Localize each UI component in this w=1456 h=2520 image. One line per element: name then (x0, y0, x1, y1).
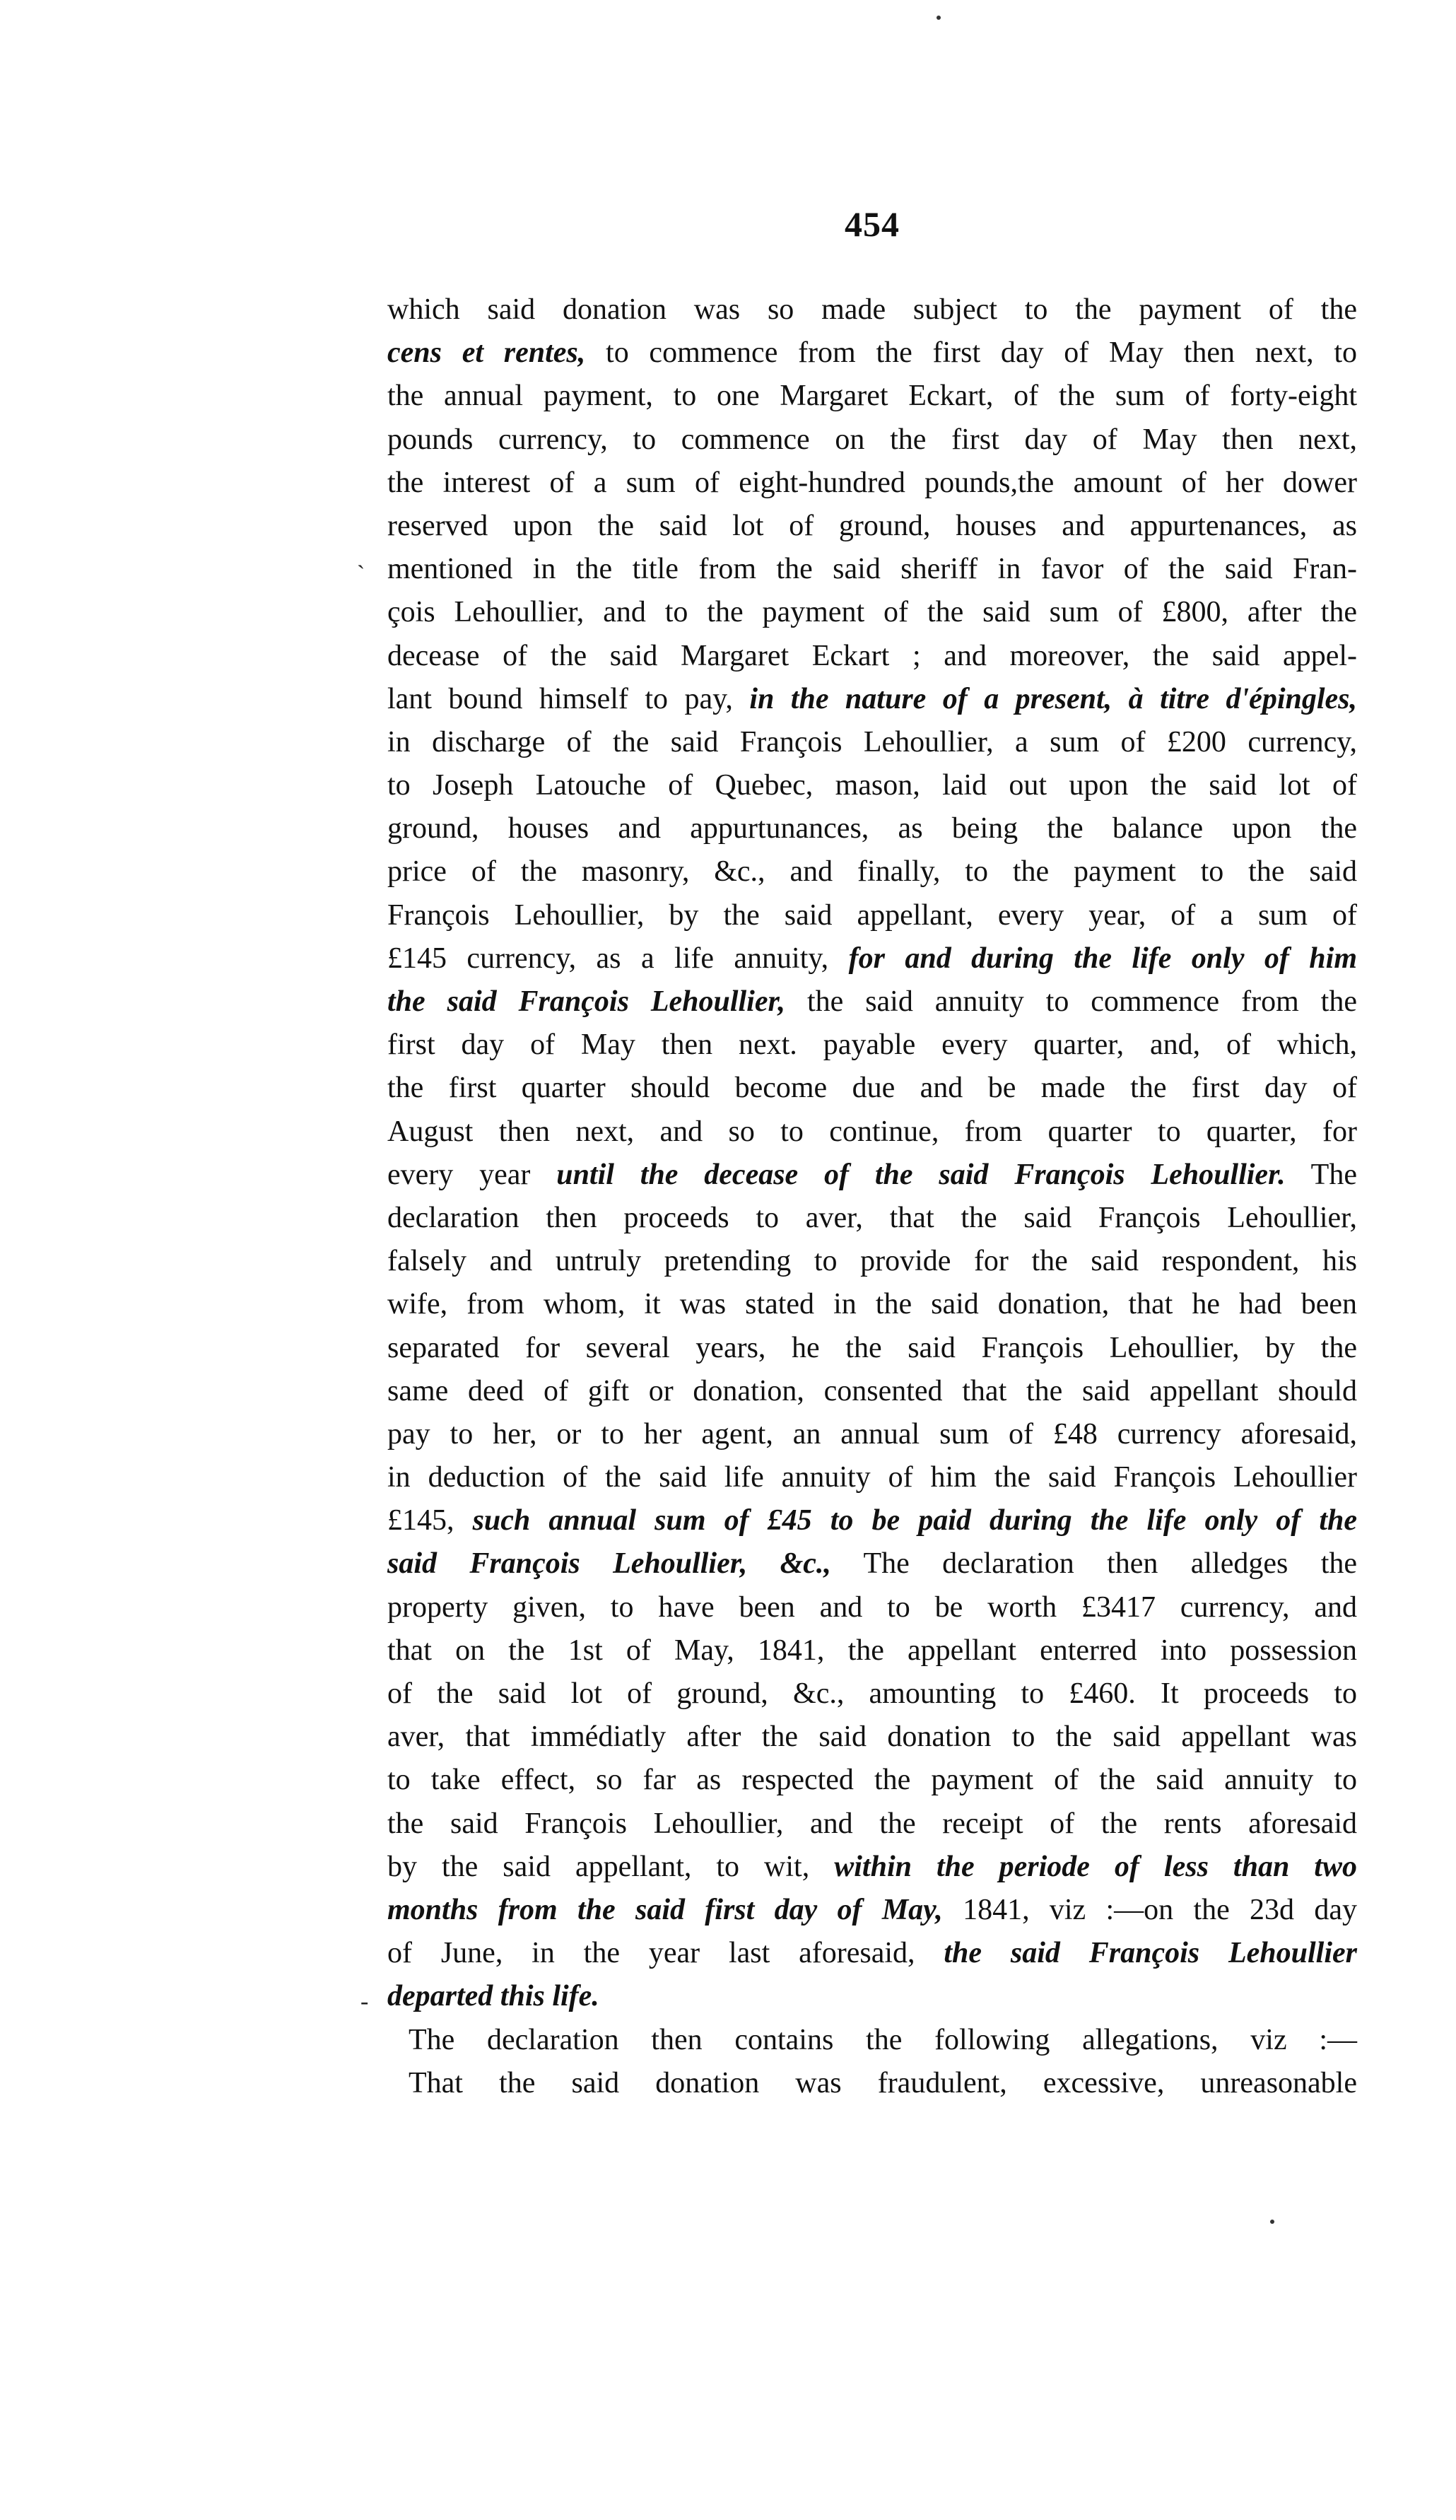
italic-phrase: months from the said first day of May, (387, 1893, 943, 1926)
text-segment: the annual payment, to one Margaret Eckart, of the sum of forty-eight (387, 380, 1357, 413)
italic-phrase: such annual sum of £45 to be paid during the life only of the (472, 1504, 1357, 1537)
text-line (387, 1542, 1357, 1586)
text-line (387, 332, 1357, 375)
text-segment: The (1285, 1158, 1357, 1191)
text-line (387, 548, 1357, 591)
top-speck (937, 16, 941, 20)
text-segment: the first quarter should become due and be made the first day of (387, 1072, 1357, 1105)
text-segment: first day of May then next. payable every quarter, and, of which, (387, 1028, 1357, 1062)
text-segment: to take effect, so far as respected the payment of the said annuity to (387, 1764, 1357, 1797)
text-segment: £145 currency, as a life annuity, (387, 942, 849, 975)
text-segment: that on the 1st of May, 1841, the appellant enterred into possession (387, 1634, 1357, 1667)
text-segment: lant bound himself to pay, (387, 682, 750, 715)
text-segment: to commence from the first day of May then next, to (585, 336, 1357, 370)
text-segment: which said donation was so made subject to the payment of the (387, 293, 1357, 326)
text-segment: property given, to have been and to be worth £3417 currency, and (387, 1590, 1357, 1624)
text-line (387, 1759, 1357, 1802)
page-number: 454 (845, 204, 900, 244)
text-segment: pay to her, or to her agent, an annual sum of £48 currency aforesaid, (387, 1417, 1357, 1451)
text-segment: falsely and untruly pretending to provide for the said respondent, his (387, 1245, 1357, 1278)
text-segment: separated for several years, he the said François Lehoullier, by the (387, 1331, 1357, 1364)
text-line (387, 1240, 1357, 1283)
text-segment: 1841, viz :—on the 23d day (942, 1893, 1358, 1926)
text-line (387, 2019, 1357, 2062)
text-line (387, 1413, 1357, 1456)
italic-phrase: within the periode of less than two (834, 1850, 1357, 1883)
italic-phrase: in the nature of a present, à titre d'épingles, (749, 682, 1358, 715)
text-segment: of the said lot of ground, &c., amounting to £460. It proceeds to (387, 1677, 1357, 1710)
text-segment: in discharge of the said François Lehoullier, a sum of £200 currency, (387, 725, 1357, 758)
text-segment: £145, (387, 1504, 473, 1537)
text-segment: aver, that immédiatly after the said donation to the said appellant was (387, 1721, 1357, 1754)
text-line (387, 1067, 1357, 1110)
text-line (387, 721, 1357, 764)
text-line (387, 764, 1357, 807)
italic-phrase: said François Lehoullier, &c., (387, 1547, 831, 1581)
text-line (387, 1024, 1357, 1067)
text-line (387, 807, 1357, 850)
text-segment: by the said appellant, to wit, (387, 1850, 835, 1883)
text-line (387, 1975, 1357, 2018)
text-line (387, 1586, 1357, 1629)
text-line (387, 980, 1357, 1024)
text-line (387, 591, 1357, 634)
text-segment: same deed of gift or donation, consented that the said appellant should (387, 1374, 1357, 1407)
italic-phrase: the said François Lehoullier (944, 1937, 1357, 1970)
text-line (387, 1932, 1357, 1975)
text-line (387, 462, 1357, 505)
text-segment: pounds currency, to commence on the first day of May then next, (387, 423, 1357, 456)
text-line (387, 894, 1357, 937)
italic-phrase: departed this life. (387, 1980, 599, 2013)
text-segment: every year (387, 1158, 557, 1191)
text-segment: decease of the said Margaret Eckart ; and moreover, the said appel- (387, 639, 1357, 672)
text-line (387, 1370, 1357, 1413)
text-line (387, 635, 1357, 678)
text-line (387, 850, 1357, 893)
text-line (387, 375, 1357, 418)
text-segment: August then next, and so to continue, from quarter to quarter, for (387, 1115, 1357, 1148)
text-line (387, 1110, 1357, 1154)
text-line (387, 1672, 1357, 1716)
text-segment: to Joseph Latouche of Quebec, mason, laid out upon the said lot of (387, 769, 1357, 802)
text-line (387, 2062, 1357, 2105)
text-segment: of June, in the year last aforesaid, (387, 1937, 944, 1970)
text-line (387, 1499, 1357, 1542)
text-segment: the interest of a sum of eight-hundred pounds,the amount of her dower (387, 466, 1357, 499)
italic-phrase: for and during the life only of him (848, 942, 1358, 975)
margin-mark: ` (357, 561, 365, 587)
text-line (387, 1327, 1357, 1370)
text-line (387, 288, 1357, 332)
text-line (387, 1716, 1357, 1759)
text-segment: çois Lehoullier, and to the payment of the said sum of £800, after the (387, 596, 1357, 629)
text-segment: the said François Lehoullier, and the receipt of the rents aforesaid (387, 1807, 1357, 1840)
text-line (387, 937, 1357, 980)
text-line (387, 1154, 1357, 1197)
text-line (387, 1197, 1357, 1240)
text-segment: mentioned in the title from the said sheriff in favor of the said Fran- (387, 553, 1357, 586)
text-segment: wife, from whom, it was stated in the said donation, that he had been (387, 1288, 1357, 1321)
text-line (387, 418, 1357, 462)
text-line (387, 1456, 1357, 1499)
margin-mark: - (360, 1988, 369, 2015)
text-segment: reserved upon the said lot of ground, houses and appurtenances, as (387, 509, 1357, 542)
text-segment: The declaration then contains the following allegations, viz :— (409, 2023, 1357, 2056)
italic-phrase: the said François Lehoullier, (387, 985, 786, 1018)
text-line (387, 1283, 1357, 1326)
text-segment: declaration then proceeds to aver, that the said François Lehoullier, (387, 1201, 1357, 1234)
text-line (387, 1846, 1357, 1889)
text-segment: price of the masonry, &c., and finally, to the payment to the said (387, 855, 1357, 889)
text-segment: the said annuity to commence from the (785, 985, 1357, 1018)
text-segment: François Lehoullier, by the said appellant, every year, of a sum of (387, 898, 1357, 932)
body-text (387, 288, 1357, 2105)
text-segment: That the said donation was fraudulent, excessive, unreasonable (409, 2066, 1357, 2099)
text-segment: The declaration then alledges the (830, 1547, 1358, 1581)
italic-phrase: cens et rentes, (387, 336, 586, 370)
text-line (387, 505, 1357, 548)
italic-phrase: until the decease of the said François Lehoullier. (556, 1158, 1286, 1191)
bottom-speck (1270, 2220, 1274, 2224)
text-line (387, 678, 1357, 721)
text-line (387, 1889, 1357, 1932)
text-line (387, 1629, 1357, 1672)
text-segment: in deduction of the said life annuity of him the said François Lehoullier (387, 1461, 1357, 1494)
text-line (387, 1803, 1357, 1846)
text-segment: ground, houses and appurtunances, as being the balance upon the (387, 812, 1357, 845)
